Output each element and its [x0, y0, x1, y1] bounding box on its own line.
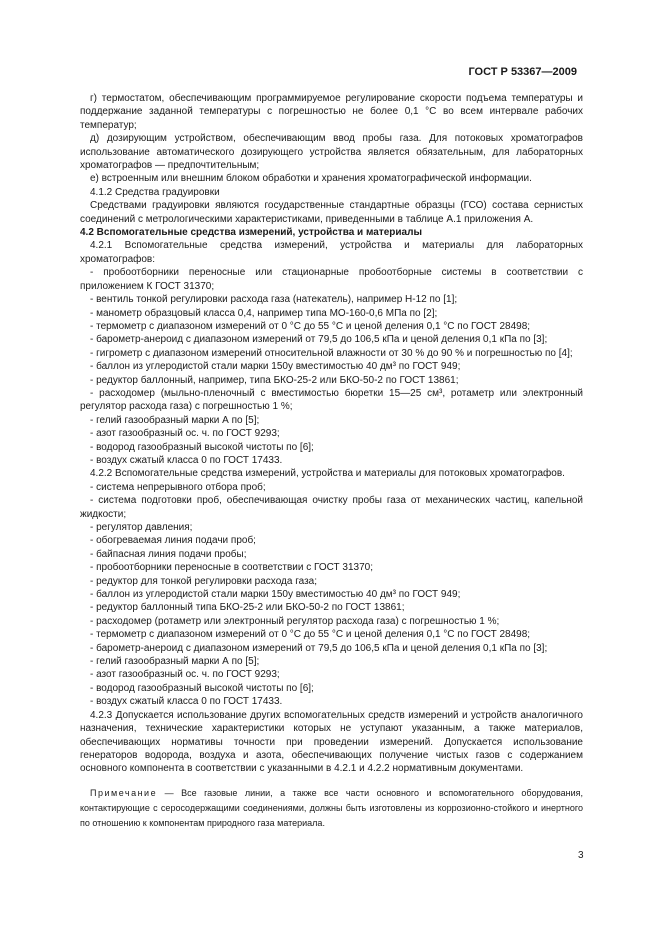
list-item: - система непрерывного отбора проб; — [90, 481, 266, 493]
list-item: - водород газообразный высокой чистоты по [6]; — [90, 682, 314, 694]
list-item: - гигрометр с диапазоном измерений относительной влажности от 30 % до 90 % и погрешностью по [4]; — [90, 347, 573, 359]
page-number: 3 — [578, 850, 584, 861]
list-item: - редуктор баллонный, например, типа БКО-25-2 или БКО-50-2 по ГОСТ 13861; — [90, 374, 459, 386]
list-item: - байпасная линия подачи пробы; — [90, 548, 247, 560]
list-item: - редуктор баллонный типа БКО-25-2 или БКО-50-2 по ГОСТ 13861; — [90, 602, 405, 614]
document-body — [80, 92, 583, 831]
paragraph: д) дозирующим устройством, обеспечивающим ввод пробы газа. Для потоковых хроматографов использование автоматического дозирующего устройства является обязательным, для лабораторных хроматографов — предпочтительным; — [80, 133, 583, 172]
list-item: - баллон из углеродистой стали марки 150у вместимостью 40 дм³ по ГОСТ 949; — [90, 589, 461, 601]
paragraph: 4.2.3 Допускается использование других вспомогательных средств измерений и устройств аналогичного назначения, технические характеристики которых не уступают указанным, а также материалов, обеспечивающих нормативы точности при проведении измерений. Допускается использование генераторов водорода, воздуха и азота, обеспечивающих получение чистых газов с содержанием основного компонента в соответствии с указанными в 4.2.1 и 4.2.2 нормативным документами. — [80, 709, 583, 775]
list-item: - пробоотборники переносные или стационарные пробоотборные системы в соответствии с приложением К ГОСТ 31370; — [80, 267, 583, 292]
note-text: — Все газовые линии, а также все части основного и вспомогательного оборудования, контактирующие с серосодержащими соединениями, должны быть изготовлены из коррозионно-стойкого и инертного по отношению к компонентам природного газа материала. — [80, 787, 583, 828]
paragraph: Средствами градуировки являются государственные стандартные образцы (ГСО) состава сернистых соединений с метрологическими характеристиками, приведенными в таблице А.1 приложения А. — [80, 200, 583, 225]
list-item: - воздух сжатый класса 0 по ГОСТ 17433. — [90, 454, 283, 466]
list-item: - пробоотборники переносные в соответствии с ГОСТ 31370; — [90, 562, 373, 574]
list-item: - вентиль тонкой регулировки расхода газа (натекатель), например Н-12 по [1]; — [90, 294, 458, 306]
list-item: - манометр образцовый класса 0,4, например типа МО-160-0,6 МПа по [2]; — [90, 307, 438, 319]
list-item: - воздух сжатый класса 0 по ГОСТ 17433. — [90, 696, 283, 708]
document-id: ГОСТ Р 53367—2009 — [468, 66, 577, 78]
paragraph: 4.2.2 Вспомогательные средства измерений, устройства и материалы для потоковых хроматографов. — [90, 468, 565, 480]
note-label: Примечание — [90, 787, 158, 798]
list-item: - термометр с диапазоном измерений от 0 °С до 55 °С и ценой деления 0,1 °С по ГОСТ 28498; — [90, 629, 531, 641]
list-item: - баллон из углеродистой стали марки 150у вместимостью 40 дм³ по ГОСТ 949; — [90, 361, 461, 373]
list-item: - термометр с диапазоном измерений от 0 °С до 55 °С и ценой деления 0,1 °С по ГОСТ 28498; — [90, 320, 531, 332]
subsection-title: 4.1.2 Средства градуировки — [90, 186, 220, 198]
list-item: - обогреваемая линия подачи проб; — [90, 535, 256, 547]
paragraph: г) термостатом, обеспечивающим программируемое регулирование скорости подъема температуры и поддержание заданной температуры с погрешностью не более 0,1 °С во всем интервале рабочих температур; — [80, 93, 583, 131]
list-item: - расходомер (ротаметр или электронный регулятор расхода газа) с погрешностью 1 %; — [90, 615, 500, 627]
list-item: - барометр-анероид с диапазоном измерений от 79,5 до 106,5 кПа и ценой деления 0,1 кПа по [3]; — [90, 642, 548, 654]
list-item: - редуктор для тонкой регулировки расхода газа; — [90, 575, 318, 587]
list-item: - гелий газообразный марки А по [5]; — [90, 414, 260, 426]
list-item: - гелий газообразный марки А по [5]; — [90, 656, 260, 668]
list-item: - расходомер (мыльно-пленочный с вместимостью бюретки 15—25 см³, ротаметр или электронный регулятор расхода газа) с погрешностью 1 %; — [80, 387, 583, 413]
list-item: - барометр-анероид с диапазоном измерений от 79,5 до 106,5 кПа и ценой деления 0,1 кПа по [3]; — [90, 334, 548, 346]
list-item: - азот газообразный ос. ч. по ГОСТ 9293; — [90, 428, 280, 440]
list-item: - азот газообразный ос. ч. по ГОСТ 9293; — [90, 669, 280, 681]
paragraph: е) встроенным или внешним блоком обработки и хранения хроматографической информации. — [90, 173, 532, 185]
list-item: - водород газообразный высокой чистоты по [6]; — [90, 441, 314, 453]
note — [80, 786, 583, 831]
paragraph: 4.2.1 Вспомогательные средства измерений, устройства и материалы для лабораторных хроматографов: — [80, 240, 583, 265]
list-item: - система подготовки проб, обеспечивающая очистку пробы газа от механических частиц, капельной жидкости; — [80, 495, 583, 520]
section-heading: 4.2 Вспомогательные средства измерений, устройства и материалы — [80, 227, 422, 239]
list-item: - регулятор давления; — [90, 522, 193, 533]
